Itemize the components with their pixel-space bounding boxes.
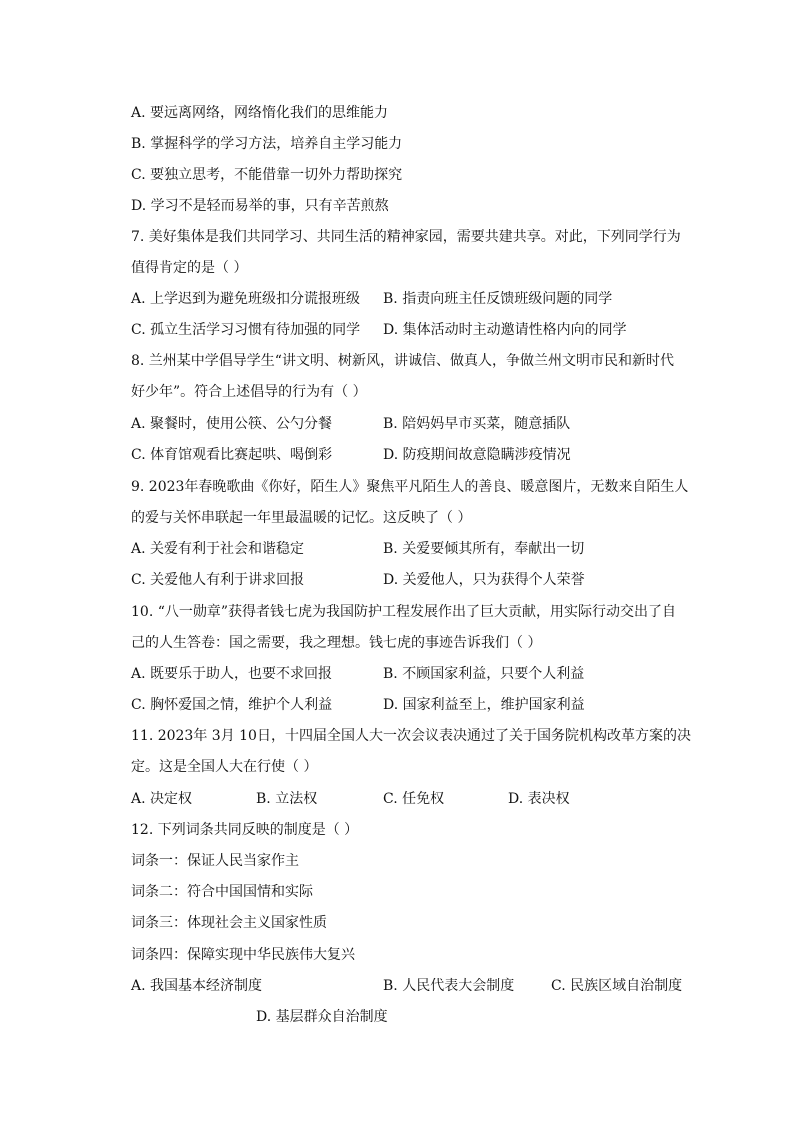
q12-option-d: D. 基层群众自治制度 [256,1009,388,1025]
q7-option-d: D. 集体活动时主动邀请性格内向的同学 [383,322,627,338]
q12-option-c: C. 民族区域自治制度 [551,978,683,994]
q10-stem-line1: 10. “八一勋章”获得者钱七虎为我国防护工程发展作出了巨大贡献，用实际行动交出了自 [131,604,677,620]
q9-option-a: A. 关爱有利于社会和谐稳定 [131,541,305,557]
q11-stem-line1: 11. 2023年 3月 10日，十四届全国人大一次会议表决通过了关于国务院机构改革方案的决 [131,728,691,744]
q11-option-b: B. 立法权 [256,791,318,807]
q9-option-c: C. 关爱他人有利于讲求回报 [131,572,305,588]
q7-stem-line1: 7. 美好集体是我们共同学习、共同生活的精神家园，需要共建共享。对此，下列同学行为 [131,229,681,245]
q11-stem-line2: 定。这是全国人大在行使（ ） [131,759,318,775]
q7-option-b: B. 指责向班主任反馈班级问题的同学 [383,291,613,307]
q11-option-d: D. 表决权 [508,791,570,807]
q6-option-a: A. 要远离网络，网络惰化我们的思维能力 [131,105,389,121]
q12-stem: 12. 下列词条共同反映的制度是（ ） [131,822,359,838]
q10-option-b: B. 不顾国家利益，只要个人利益 [383,666,585,682]
q9-stem-line2: 的爱与关怀串联起一年里最温暖的记忆。这反映了（ ） [131,510,472,526]
q10-option-d: D. 国家利益至上，维护国家利益 [383,697,585,713]
q10-option-c: C. 胸怀爱国之情，维护个人利益 [131,697,333,713]
q8-stem-line1: 8. 兰州某中学倡导学生“讲文明、树新风，讲诚信、做真人，争做兰州文明市民和新时代 [131,353,674,369]
q12-entry-1: 词条一：保证人民当家作主 [131,853,299,869]
q7-stem-line2: 值得肯定的是（ ） [131,260,248,276]
q11-option-c: C. 任免权 [383,791,445,807]
q10-option-a: A. 既要乐于助人，也要不求回报 [131,666,333,682]
q8-option-c: C. 体育馆观看比赛起哄、喝倒彩 [131,447,333,463]
q9-stem-line1: 9. 2023年春晚歌曲《你好，陌生人》聚焦平凡陌生人的善良、暖意图片，无数来自陌生人 [131,479,689,495]
q10-stem-line2: 己的人生答卷：国之需要，我之理想。钱七虎的事迹告诉我们（ ） [131,635,542,651]
q8-stem-line2: 好少年”。符合上述倡导的行为有（ ） [131,384,367,400]
q7-option-c: C. 孤立生活学习习惯有待加强的同学 [131,322,361,338]
q8-option-a: A. 聚餐时，使用公筷、公勺分餐 [131,416,333,432]
q8-option-d: D. 防疫期间故意隐瞒涉疫情况 [383,447,571,463]
q6-option-c: C. 要独立思考，不能借靠一切外力帮助探究 [131,167,403,183]
q6-option-d: D. 学习不是轻而易举的事，只有辛苦煎熬 [131,198,389,214]
q12-entry-3: 词条三：体现社会主义国家性质 [131,915,327,931]
q12-option-b: B. 人民代表大会制度 [383,978,515,994]
q11-option-a: A. 决定权 [131,791,193,807]
q7-option-a: A. 上学迟到为避免班级扣分谎报班级 [131,291,361,307]
q12-entry-2: 词条二：符合中国国情和实际 [131,884,313,900]
q8-option-b: B. 陪妈妈早市买菜，随意插队 [383,416,571,432]
q12-entry-4: 词条四：保障实现中华民族伟大复兴 [131,947,355,963]
q12-option-a: A. 我国基本经济制度 [131,978,263,994]
q6-option-b: B. 掌握科学的学习方法，培养自主学习能力 [131,136,403,152]
q9-option-b: B. 关爱要倾其所有，奉献出一切 [383,541,585,557]
q9-option-d: D. 关爱他人，只为获得个人荣誉 [383,572,585,588]
